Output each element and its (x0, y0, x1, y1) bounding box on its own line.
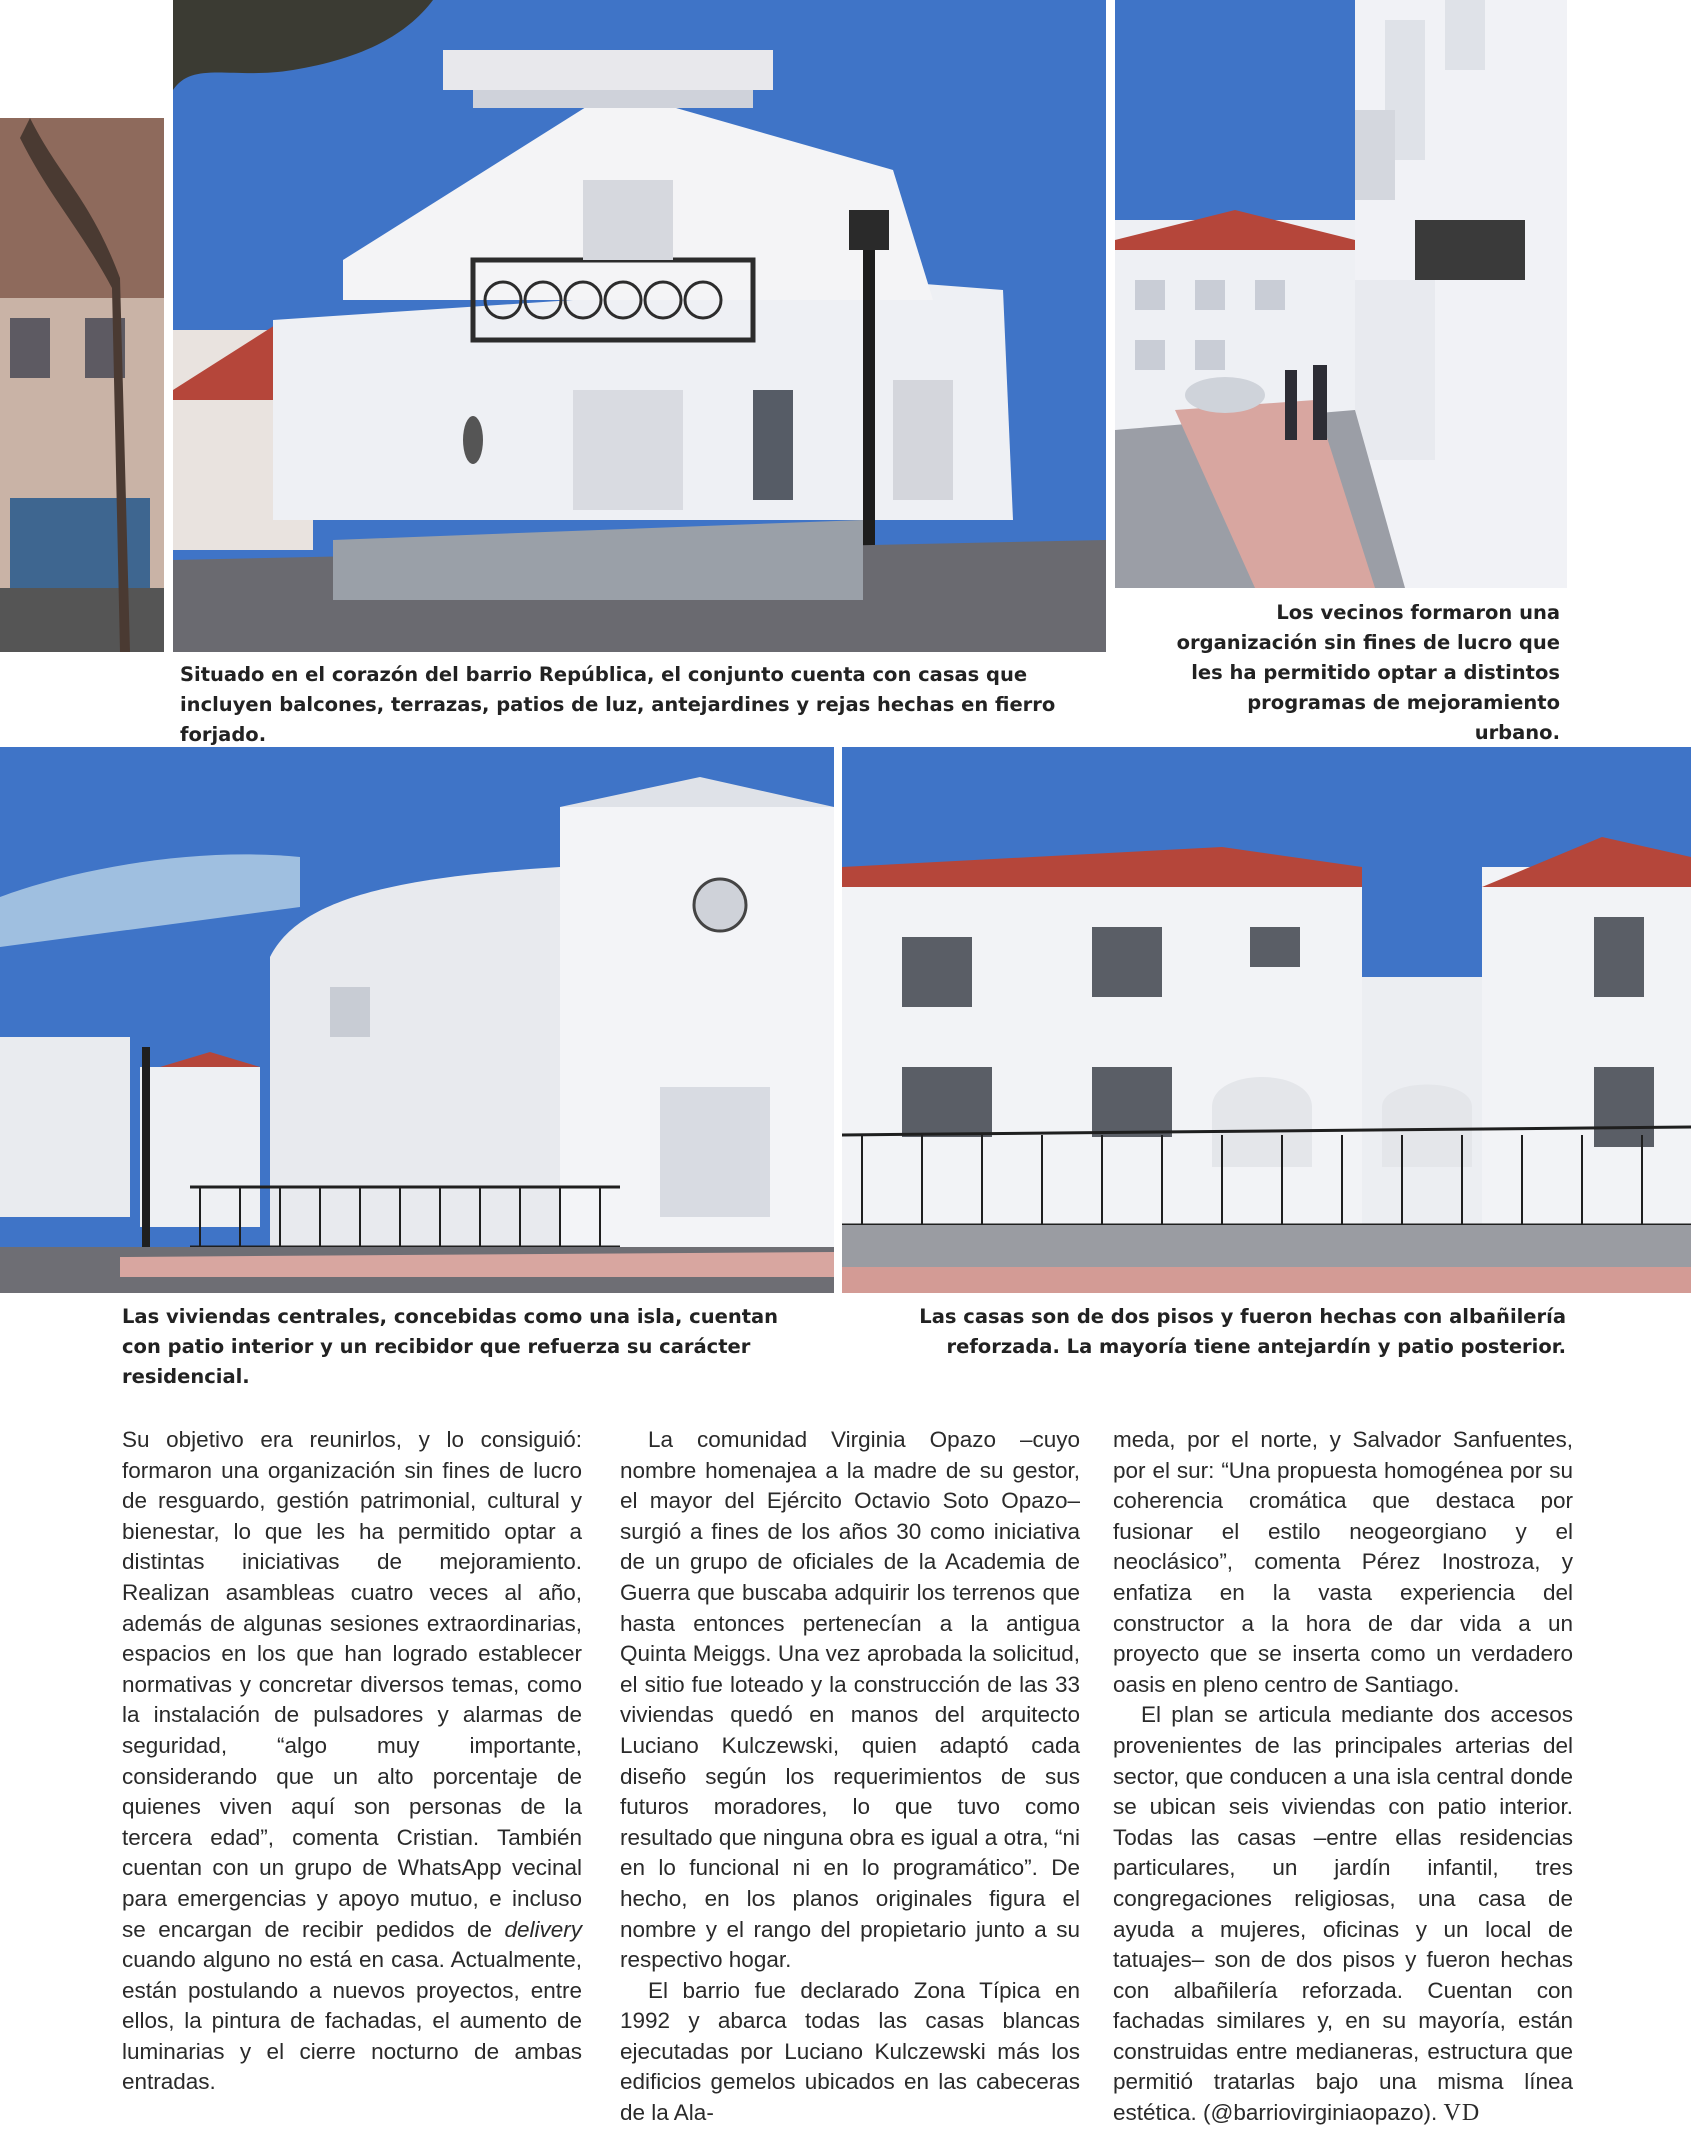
article-emphasis: delivery (504, 1916, 582, 1942)
article-paragraph (122, 1425, 582, 2098)
article-paragraph: La comunidad Virginia Opazo –cuyo nombre homenajea a la madre de su gestor, el mayor del Ejército Octavio Soto Opazo– surgió a fines de los años 30 como iniciativa de un grupo de oficiales de la Academia de Guerra que buscaba adquirir los terrenos que hasta entonces pertenecían a la antigua Quinta Meiggs. Una vez aprobada la solicitud, el sitio fue loteado y la construcción de las 33 viviendas quedó en manos del arquitecto Luciano Kulczewski, quien adaptó cada diseño según los requerimientos de sus futuros moradores, lo que tuvo como resultado que ninguna obra es igual a otra, “ni en lo funcional ni en lo programático”. De hecho, en los planos originales figura el nombre y el rango del propietario junto a su respectivo hogar. (620, 1427, 1080, 1973)
photo-two-story-houses (842, 747, 1691, 1293)
caption-corner-house: Situado en el corazón del barrio República, el conjunto cuenta con casas que incluyen balcones, terrazas, patios de luz, antejardines y rejas hechas en fierro forjado. (180, 663, 1056, 746)
caption-two-story-houses: Las casas son de dos pisos y fueron hechas con albañilería reforzada. La mayoría tiene antejardín y patio posterior. (919, 1305, 1566, 1358)
article-text: Su objetivo era reunirlos, y lo consiguió: formaron una organización sin fines de lucro de resguardo, gestión patrimonial, cultural y bienestar, lo que les ha permitido optar a distintas iniciativas de mejoramiento. Realizan asambleas cuatro veces al año, además de algunas sesiones extraordinarias, espacios en los que han logrado establecer normativas y concretar diversos temas, como la instalación de pulsadores y alarmas de seguridad, “algo muy importante, considerando que un alto porcentaje de quienes viven aquí son personas de la tercera edad”, comenta Cristian. También cuentan con un grupo de WhatsApp vecinal para emergencias y apoyo mutuo, e incluso se encargan de recibir pedidos de (122, 1427, 582, 1942)
photo-street-neighbors (1115, 0, 1567, 588)
article-column-1 (122, 1425, 582, 2098)
article-text: El plan se articula mediante dos accesos provenientes de las principales arterias del sector, que conducen a una isla central donde se ubican seis viviendas con patio interior. Todas las casas –entre ellas residencias particulares, un jardín infantil, tres congregaciones religiosas, una casa de ayuda a mujeres, oficinas y un local de tatuajes– son de dos pisos y fueron hechas con albañilería reforzada. Cuentan con fachadas similares y, en su mayoría, están construidas entre medianeras, estructura que permitió tratarlas bajo una misma línea estética. (@barriovirginiaopazo). (1113, 1702, 1573, 2126)
article-paragraph: El barrio fue declarado Zona Típica en 1992 y abarca todas las casas blancas ejecutadas por Luciano Kulczewski más los edificios gemelos ubicados en las cabeceras de la Ala- (620, 1977, 1080, 2126)
article-paragraph (1113, 1700, 1573, 2128)
caption-central-houses: Las viviendas centrales, concebidas como una isla, cuentan con patio interior y un recibidor que refuerza su carácter residencial. (122, 1305, 779, 1388)
photo-central-island-house (0, 747, 834, 1293)
photo-street-sliver (0, 118, 164, 652)
article-text: cuando alguno no está en casa. Actualmente, están postulando a nuevos proyectos, entre ellos, la pintura de fachadas, el aumento de luminarias y el cierre nocturno de ambas entradas. (122, 1947, 582, 2095)
author-signature: VD (1443, 2100, 1481, 2127)
caption-neighbors: Los vecinos formaron una organización sin fines de lucro que les ha permitido optar a distintos programas de mejoramiento urbano. (1176, 601, 1560, 744)
article-column-2 (620, 1425, 1080, 2129)
article-column-3 (1113, 1425, 1573, 2129)
photo-corner-house (173, 0, 1106, 652)
article-paragraph: meda, por el norte, y Salvador Sanfuentes, por el sur: “Una propuesta homogénea por su coherencia cromática que destaca por fusionar el estilo neogeorgiano y el neoclásico”, comenta Pérez Inostroza, y enfatiza en la vasta experiencia del constructor a la hora de dar vida a un proyecto que se inserta como un verdadero oasis en pleno centro de Santiago. (1113, 1427, 1573, 1697)
